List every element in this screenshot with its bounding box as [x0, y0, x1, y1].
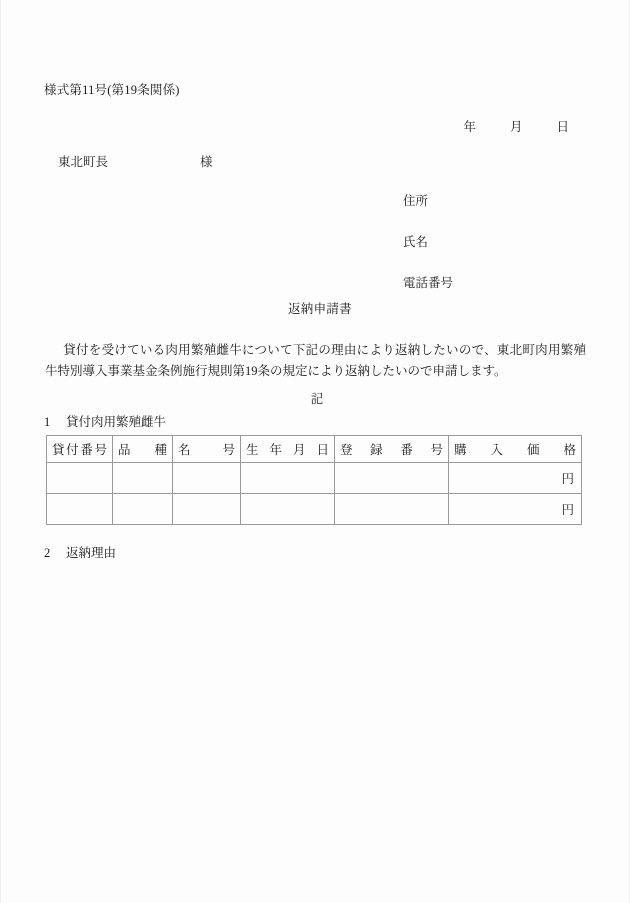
table-row	[47, 494, 582, 525]
cell-name[interactable]	[173, 494, 241, 525]
addressee-line	[58, 152, 213, 170]
table-header-price-text: 購入価格	[454, 443, 576, 457]
page-edge-left	[0, 0, 1, 903]
table-header-birth-date	[241, 436, 335, 463]
table-header-name	[173, 436, 241, 463]
cell-breed[interactable]	[113, 494, 173, 525]
cattle-table	[46, 435, 582, 525]
section-1-number: 1	[44, 415, 51, 429]
cell-registration-number[interactable]	[335, 463, 449, 494]
applicant-name-label: 氏名	[403, 235, 429, 249]
cell-price[interactable]	[449, 463, 582, 494]
cell-price-unit: 円	[561, 503, 574, 517]
cell-registration-number[interactable]	[335, 494, 449, 525]
date-year-label: 年	[463, 120, 476, 134]
cell-loan-number[interactable]	[47, 463, 113, 494]
cell-birth-date[interactable]	[241, 463, 335, 494]
cell-price[interactable]	[449, 494, 582, 525]
section-2-label: 返納理由	[66, 546, 117, 560]
body-paragraph-text: 貸付を受けている肉用繁殖雌牛について下記の理由により返納したいので、東北町肉用繁殖牛特別導入事業基金条例施行規則第19条の規定により返納したいので申請します。	[45, 343, 586, 378]
section-2-number: 2	[44, 546, 51, 560]
table-header-price	[449, 436, 582, 463]
date-day-label: 日	[556, 120, 569, 134]
section-2-heading	[44, 543, 116, 561]
table-row	[47, 463, 582, 494]
cell-birth-date[interactable]	[241, 494, 335, 525]
table-header-breed-text: 品種	[118, 443, 167, 457]
ki-mark: 記	[310, 392, 324, 406]
recipient-honorific: 様	[200, 155, 213, 169]
table-header-name-text: 名号	[178, 443, 235, 457]
section-1-label: 貸付肉用繁殖雌牛	[66, 415, 167, 429]
table-header-loan-number	[47, 436, 113, 463]
table-header-breed	[113, 436, 173, 463]
document-title: 返納申請書	[287, 302, 352, 316]
applicant-phone-label: 電話番号	[403, 276, 454, 290]
table-header-registration-number-text: 登録番号	[340, 443, 443, 457]
cell-loan-number[interactable]	[47, 494, 113, 525]
date-line	[360, 117, 575, 135]
table-header-birth-date-text: 生年月日	[246, 443, 329, 457]
cell-breed[interactable]	[113, 463, 173, 494]
date-month-label: 月	[509, 120, 523, 134]
cell-name[interactable]	[173, 463, 241, 494]
table-header-row	[47, 436, 582, 463]
table-header-registration-number	[335, 436, 449, 463]
table-header-loan-number-text: 貸付番号	[52, 443, 107, 457]
section-1-heading	[44, 412, 166, 430]
form-number: 様式第11号(第19条関係)	[44, 83, 180, 97]
applicant-address-label: 住所	[403, 194, 429, 208]
cell-price-unit: 円	[561, 472, 574, 486]
recipient-title: 東北町長	[58, 155, 109, 169]
body-paragraph	[45, 340, 586, 382]
applicant-info-block	[403, 191, 453, 291]
